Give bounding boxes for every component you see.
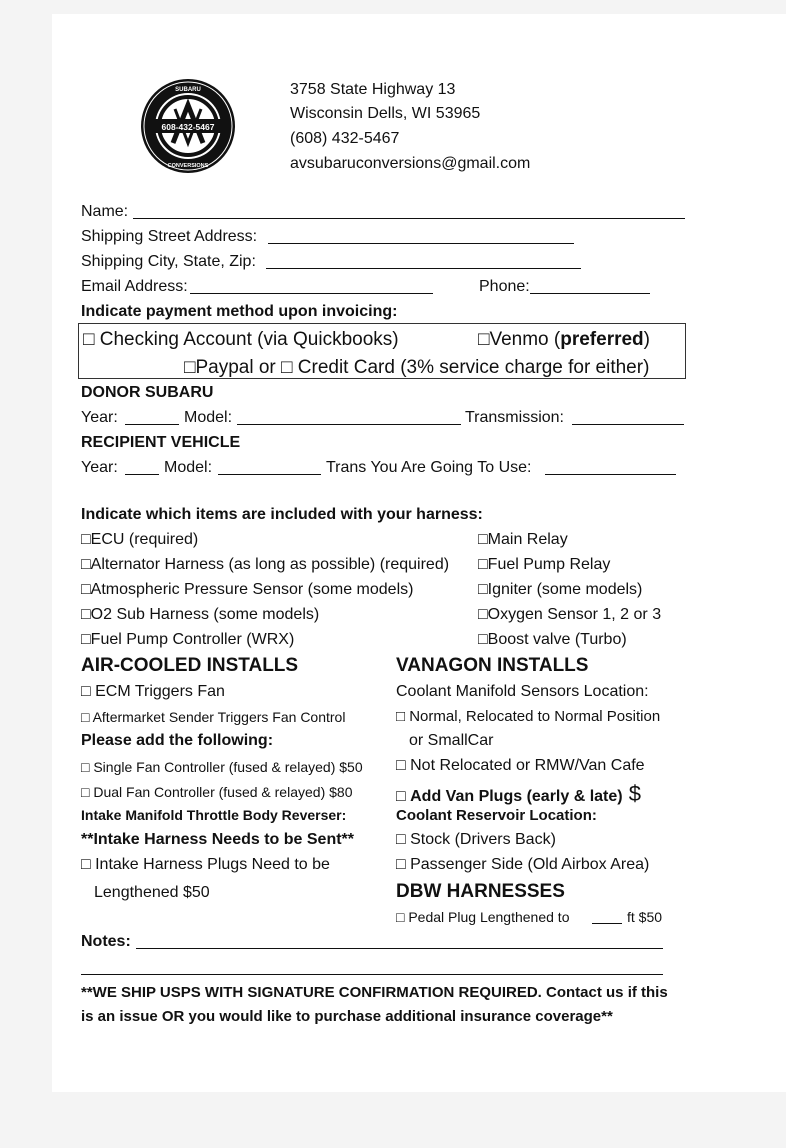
donor-model-field[interactable] bbox=[237, 424, 461, 425]
harness-item-igniter[interactable]: □Igniter (some models) bbox=[478, 581, 643, 598]
donor-heading: DONOR SUBARU bbox=[81, 384, 214, 401]
name-label: Name: bbox=[81, 203, 129, 220]
vanagon-passenger[interactable]: □ Passenger Side (Old Airbox Area) bbox=[396, 856, 650, 873]
air-intake-plugs[interactable]: □ Intake Harness Plugs Need to be bbox=[81, 856, 330, 873]
vanagon-heading: VANAGON INSTALLS bbox=[396, 655, 589, 676]
air-intake-needs-sent: **Intake Harness Needs to be Sent** bbox=[81, 831, 354, 848]
dbw-pedal-price: ft $50 bbox=[627, 909, 663, 925]
harness-item-alternator[interactable]: □Alternator Harness (as long as possible) (required) bbox=[81, 556, 450, 573]
harness-item-ecu[interactable]: □ECU (required) bbox=[81, 531, 199, 548]
van-plugs-checkbox: □ bbox=[396, 788, 411, 805]
payment-venmo[interactable] bbox=[478, 330, 650, 349]
harness-item-oxygen-sensor[interactable]: □Oxygen Sensor 1, 2 or 3 bbox=[478, 606, 662, 623]
contact-email: avsubaruconversions@gmail.com bbox=[290, 155, 531, 172]
dbw-heading: DBW HARNESSES bbox=[396, 881, 565, 902]
air-throttle-reverser: Intake Manifold Throttle Body Reverser: bbox=[81, 807, 347, 823]
harness-item-boost-valve[interactable]: □Boost valve (Turbo) bbox=[478, 631, 627, 648]
vanagon-normal[interactable]: □ Normal, Relocated to Normal Position bbox=[396, 708, 661, 725]
dbw-pedal-length-field[interactable] bbox=[592, 923, 622, 924]
shipping-notice-line2: is an issue OR you would like to purchase additional insurance coverage** bbox=[81, 1008, 613, 1025]
venmo-prefix: □Venmo ( bbox=[478, 329, 561, 350]
recipient-trans-field[interactable] bbox=[545, 474, 676, 475]
city-field[interactable] bbox=[266, 268, 581, 269]
payment-paypal-card[interactable]: □Paypal or □ Credit Card (3% service charge for either) bbox=[184, 357, 650, 378]
air-intake-plugs-price: Lengthened $50 bbox=[94, 884, 210, 901]
phone-label: Phone: bbox=[479, 278, 530, 295]
harness-item-atmospheric[interactable]: □Atmospheric Pressure Sensor (some models) bbox=[81, 581, 414, 598]
donor-year-label: Year: bbox=[81, 409, 118, 426]
donor-trans-label: Transmission: bbox=[465, 409, 564, 426]
venmo-preferred: preferred bbox=[560, 329, 644, 350]
recipient-heading: RECIPIENT VEHICLE bbox=[81, 434, 241, 451]
contact-street: 3758 State Highway 13 bbox=[290, 81, 456, 98]
harness-item-main-relay[interactable]: □Main Relay bbox=[478, 531, 568, 548]
recipient-year-field[interactable] bbox=[125, 474, 159, 475]
logo-brand-bottom: CONVERSIONS bbox=[167, 163, 209, 169]
air-cooled-heading: AIR-COOLED INSTALLS bbox=[81, 655, 299, 676]
venmo-suffix: ) bbox=[643, 329, 650, 350]
logo-phone: 608-432-5467 bbox=[161, 122, 215, 132]
name-field[interactable] bbox=[133, 218, 685, 219]
donor-trans-field[interactable] bbox=[572, 424, 684, 425]
air-please-add: Please add the following: bbox=[81, 732, 274, 749]
vanagon-normal-cont: or SmallCar bbox=[409, 732, 494, 749]
contact-phone: (608) 432-5467 bbox=[290, 130, 400, 147]
harness-item-o2-sub[interactable]: □O2 Sub Harness (some models) bbox=[81, 606, 320, 623]
phone-field[interactable] bbox=[530, 293, 650, 294]
van-plugs-price: $ bbox=[622, 781, 641, 806]
harness-item-fuel-pump-relay[interactable]: □Fuel Pump Relay bbox=[478, 556, 611, 573]
street-label: Shipping Street Address: bbox=[81, 228, 258, 245]
recipient-trans-label: Trans You Are Going To Use: bbox=[326, 459, 532, 476]
donor-model-label: Model: bbox=[184, 409, 233, 426]
notes-label: Notes: bbox=[81, 933, 131, 950]
harness-heading: Indicate which items are included with your harness: bbox=[81, 506, 483, 523]
form-sheet bbox=[52, 14, 786, 1092]
payment-heading: Indicate payment method upon invoicing: bbox=[81, 303, 398, 320]
av-subaru-logo bbox=[139, 77, 237, 175]
street-field[interactable] bbox=[268, 243, 574, 244]
harness-item-fuel-pump-controller[interactable]: □Fuel Pump Controller (WRX) bbox=[81, 631, 295, 648]
recipient-model-field[interactable] bbox=[218, 474, 321, 475]
email-label: Email Address: bbox=[81, 278, 188, 295]
vanagon-coolant-manifold: Coolant Manifold Sensors Location: bbox=[396, 683, 649, 700]
dbw-pedal-plug[interactable]: □ Pedal Plug Lengthened to bbox=[396, 909, 570, 925]
van-plugs-label: Add Van Plugs (early & late) bbox=[410, 788, 623, 805]
notes-field[interactable] bbox=[136, 948, 663, 949]
city-label: Shipping City, State, Zip: bbox=[81, 253, 256, 270]
email-field[interactable] bbox=[190, 293, 433, 294]
vanagon-reservoir-heading: Coolant Reservoir Location: bbox=[396, 807, 597, 824]
vanagon-stock[interactable]: □ Stock (Drivers Back) bbox=[396, 831, 556, 848]
notes-field-line2[interactable] bbox=[81, 974, 663, 975]
contact-city: Wisconsin Dells, WI 53965 bbox=[290, 105, 481, 122]
donor-year-field[interactable] bbox=[125, 424, 179, 425]
air-aftermarket-fan[interactable]: □ Aftermarket Sender Triggers Fan Control bbox=[81, 709, 346, 725]
logo-brand-top: SUBARU bbox=[175, 87, 201, 93]
air-ecm-fan[interactable]: □ ECM Triggers Fan bbox=[81, 683, 225, 700]
payment-checking[interactable]: □ Checking Account (via Quickbooks) bbox=[83, 329, 399, 350]
recipient-year-label: Year: bbox=[81, 459, 118, 476]
recipient-model-label: Model: bbox=[164, 459, 213, 476]
vanagon-add-van-plugs[interactable] bbox=[396, 783, 641, 805]
shipping-notice-line1: **WE SHIP USPS WITH SIGNATURE CONFIRMATION REQUIRED. Contact us if this bbox=[81, 984, 668, 1001]
air-single-fan[interactable]: □ Single Fan Controller (fused & relayed) $50 bbox=[81, 759, 363, 775]
air-dual-fan[interactable]: □ Dual Fan Controller (fused & relayed) $80 bbox=[81, 784, 353, 800]
vanagon-not-relocated[interactable]: □ Not Relocated or RMW/Van Cafe bbox=[396, 757, 645, 774]
